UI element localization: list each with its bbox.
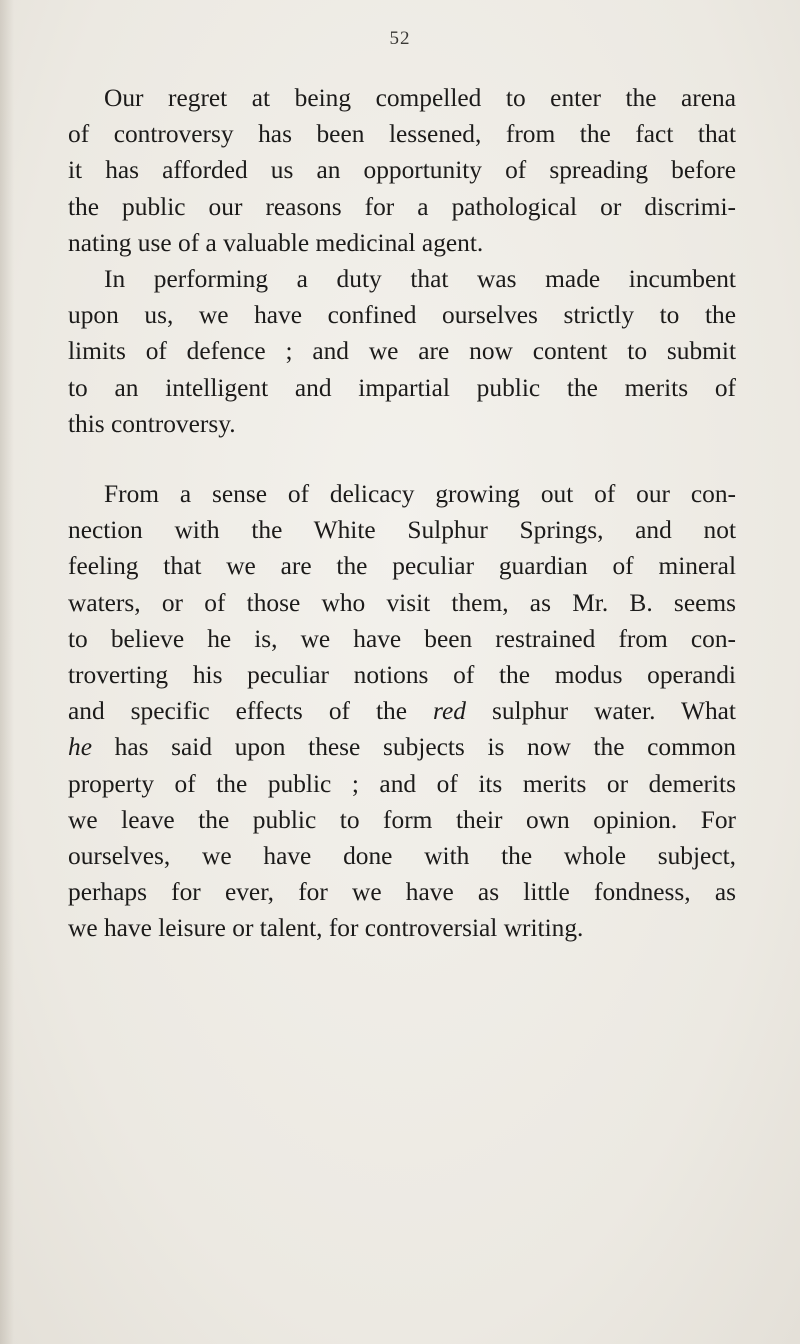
paragraph-3 xyxy=(68,476,736,947)
text-fragment: and specific effects of the xyxy=(68,697,407,726)
text-line: perhaps for ever, for we have as little fondness, as xyxy=(68,878,736,907)
text-line xyxy=(68,693,736,729)
italic-word-red: red xyxy=(433,697,466,726)
text-line: In performing a duty that was made incumbent xyxy=(104,265,736,294)
text-line: ourselves, we have done with the whole subject, xyxy=(68,842,736,871)
page-edge-shadow xyxy=(0,0,14,1344)
text-line: Our regret at being compelled to enter the arena xyxy=(104,84,736,112)
page-number: 52 xyxy=(389,28,411,49)
text-line: we leave the public to form their own opinion. For xyxy=(68,805,736,834)
text-line: this controversy. xyxy=(68,409,236,438)
text-line xyxy=(68,729,736,765)
italic-word-he: he xyxy=(68,733,92,762)
text-line: we have leisure or talent, for controversial writing. xyxy=(68,914,584,943)
paragraph-1 xyxy=(68,80,736,261)
body-text xyxy=(68,80,736,947)
text-line: to believe he is, we have been restrained from con- xyxy=(68,624,736,653)
text-line: nection with the White Sulphur Springs, and not xyxy=(68,516,736,545)
text-line: limits of defence ; and we are now content to submit xyxy=(68,337,736,366)
text-line: property of the public ; and of its merits or demerits xyxy=(68,769,736,798)
text-fragment: has said upon these subjects is now the common xyxy=(114,733,736,762)
text-line: From a sense of delicacy growing out of our con- xyxy=(104,480,736,509)
text-line: upon us, we have confined ourselves strictly to the xyxy=(68,301,736,330)
text-line: nating use of a valuable medicinal agent. xyxy=(68,228,484,257)
text-line: waters, or of those who visit them, as Mr. B. seems xyxy=(68,588,736,617)
text-line: troverting his peculiar notions of the modus operandi xyxy=(68,661,736,690)
text-fragment: sulphur water. What xyxy=(491,697,736,726)
paragraph-2 xyxy=(68,261,736,442)
text-line: it has afforded us an opportunity of spreading before xyxy=(68,156,736,185)
text-line: the public our reasons for a pathological or discrimi- xyxy=(68,192,736,221)
text-line: feeling that we are the peculiar guardian of mineral xyxy=(68,552,736,581)
text-line: of controversy has been lessened, from the fact that xyxy=(68,120,736,149)
text-line: to an intelligent and impartial public the merits of xyxy=(68,373,736,402)
